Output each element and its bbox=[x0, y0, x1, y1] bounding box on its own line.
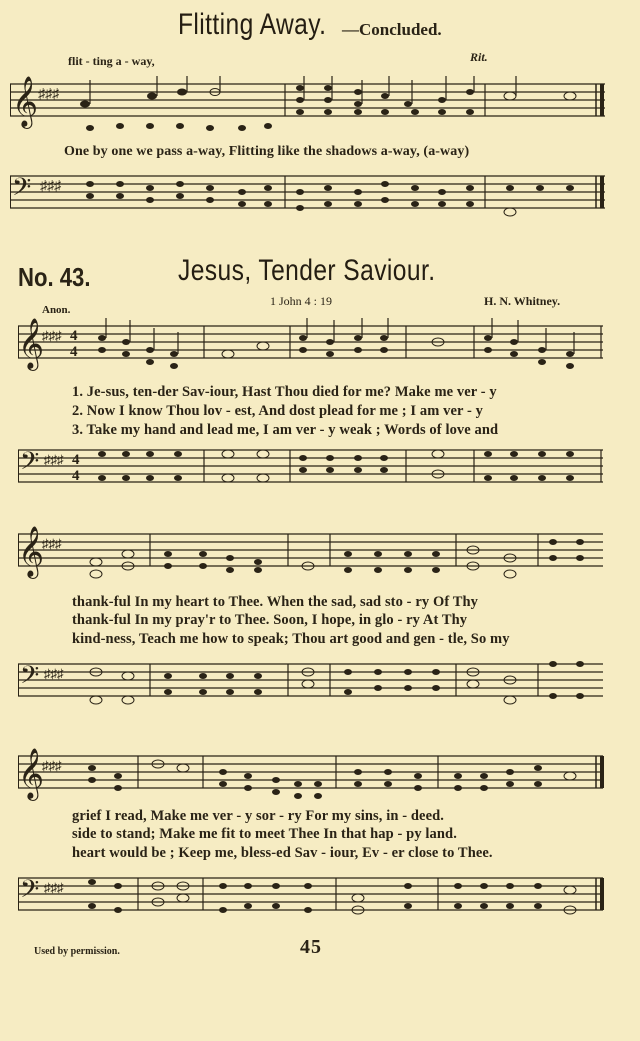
staff-bass-system3 bbox=[18, 870, 608, 932]
hymn-number: No. 43. bbox=[18, 262, 91, 292]
section-subtitle: —Concluded. bbox=[342, 20, 442, 39]
staff-treble-system3 bbox=[18, 748, 608, 810]
svg-text:♯♯♯: ♯♯♯ bbox=[44, 452, 64, 467]
verse-2-line-2: thank-ful In my pray'r to Thee. Soon, I hope, in glo - ry At Thy bbox=[72, 612, 468, 628]
verse-3-line-2: kind-ness, Teach me how to speak; Thou art good and gen - tle, So my bbox=[72, 631, 510, 647]
svg-text:4: 4 bbox=[72, 468, 80, 484]
staff-treble-flitting bbox=[10, 76, 610, 136]
verse-2-line-1: 2. Now I know Thou lov - est, And dost plead for me ; I am ver - y bbox=[72, 403, 484, 419]
scripture-ref: 1 John 4 : 19 bbox=[270, 294, 333, 308]
verse-2-line-3: side to stand; Make me fit to meet Thee In that hap - py land. bbox=[72, 826, 457, 842]
svg-text:𝄢: 𝄢 bbox=[20, 876, 40, 909]
verse-1-line-2: thank-ful In my heart to Thee. When the sad, sad sto - ry Of Thy bbox=[72, 594, 479, 610]
svg-text:4: 4 bbox=[72, 452, 80, 468]
staff-bass-system2 bbox=[18, 656, 608, 718]
svg-text:𝄞: 𝄞 bbox=[18, 527, 45, 576]
svg-text:𝄢: 𝄢 bbox=[20, 662, 40, 695]
svg-text:♯♯♯: ♯♯♯ bbox=[42, 536, 62, 551]
svg-text:♯♯♯: ♯♯♯ bbox=[42, 328, 62, 343]
permission-note: Used by permission. bbox=[34, 946, 120, 957]
staff-treble-system2 bbox=[18, 526, 608, 588]
svg-text:4: 4 bbox=[70, 344, 78, 360]
verse-1-line-3: grief I read, Make me ver - y sor - ry For my sins, in - deed. bbox=[72, 808, 444, 824]
verse-3-line-1: 3. Take my hand and lead me, I am ver - y weak ; Words of love and bbox=[72, 422, 499, 438]
section-title: Flitting Away. bbox=[178, 8, 327, 41]
svg-text:𝄞: 𝄞 bbox=[18, 749, 45, 798]
svg-text:♯♯♯: ♯♯♯ bbox=[44, 880, 64, 895]
svg-text:𝄢: 𝄢 bbox=[20, 448, 40, 481]
svg-text:♯♯♯: ♯♯♯ bbox=[40, 179, 61, 194]
svg-text:♯♯♯: ♯♯♯ bbox=[44, 666, 64, 681]
svg-text:𝄢: 𝄢 bbox=[12, 174, 32, 207]
flitting-lyric-line: One by one we pass a-way, Flitting like the shadows a-way, (a-way) bbox=[64, 144, 470, 159]
composer-left: Anon. bbox=[42, 304, 71, 316]
composer-right: H. N. Whitney. bbox=[484, 294, 561, 308]
staff-bass-flitting bbox=[10, 168, 610, 230]
verse-1-line-1: 1. Je-sus, ten-der Sav-iour, Hast Thou died for me? Make me ver - y bbox=[72, 384, 497, 400]
tempo-mark: Rit. bbox=[470, 50, 488, 64]
svg-text:♯♯♯: ♯♯♯ bbox=[38, 87, 59, 102]
verse-3-line-3: heart would be ; Keep me, bless-ed Sav - iour, Ev - er close to Thee. bbox=[72, 845, 493, 861]
top-lyric: flit - ting a - way, bbox=[68, 54, 155, 68]
staff-treble-system1 bbox=[18, 318, 608, 380]
svg-text:𝄞: 𝄞 bbox=[12, 77, 39, 126]
staff-bass-system1 bbox=[18, 442, 608, 504]
svg-text:4: 4 bbox=[70, 328, 78, 344]
hymn-title: Jesus, Tender Saviour. bbox=[178, 254, 436, 287]
svg-text:𝄞: 𝄞 bbox=[18, 319, 45, 368]
page-number: 45 bbox=[300, 936, 322, 958]
svg-text:♯♯♯: ♯♯♯ bbox=[42, 758, 62, 773]
